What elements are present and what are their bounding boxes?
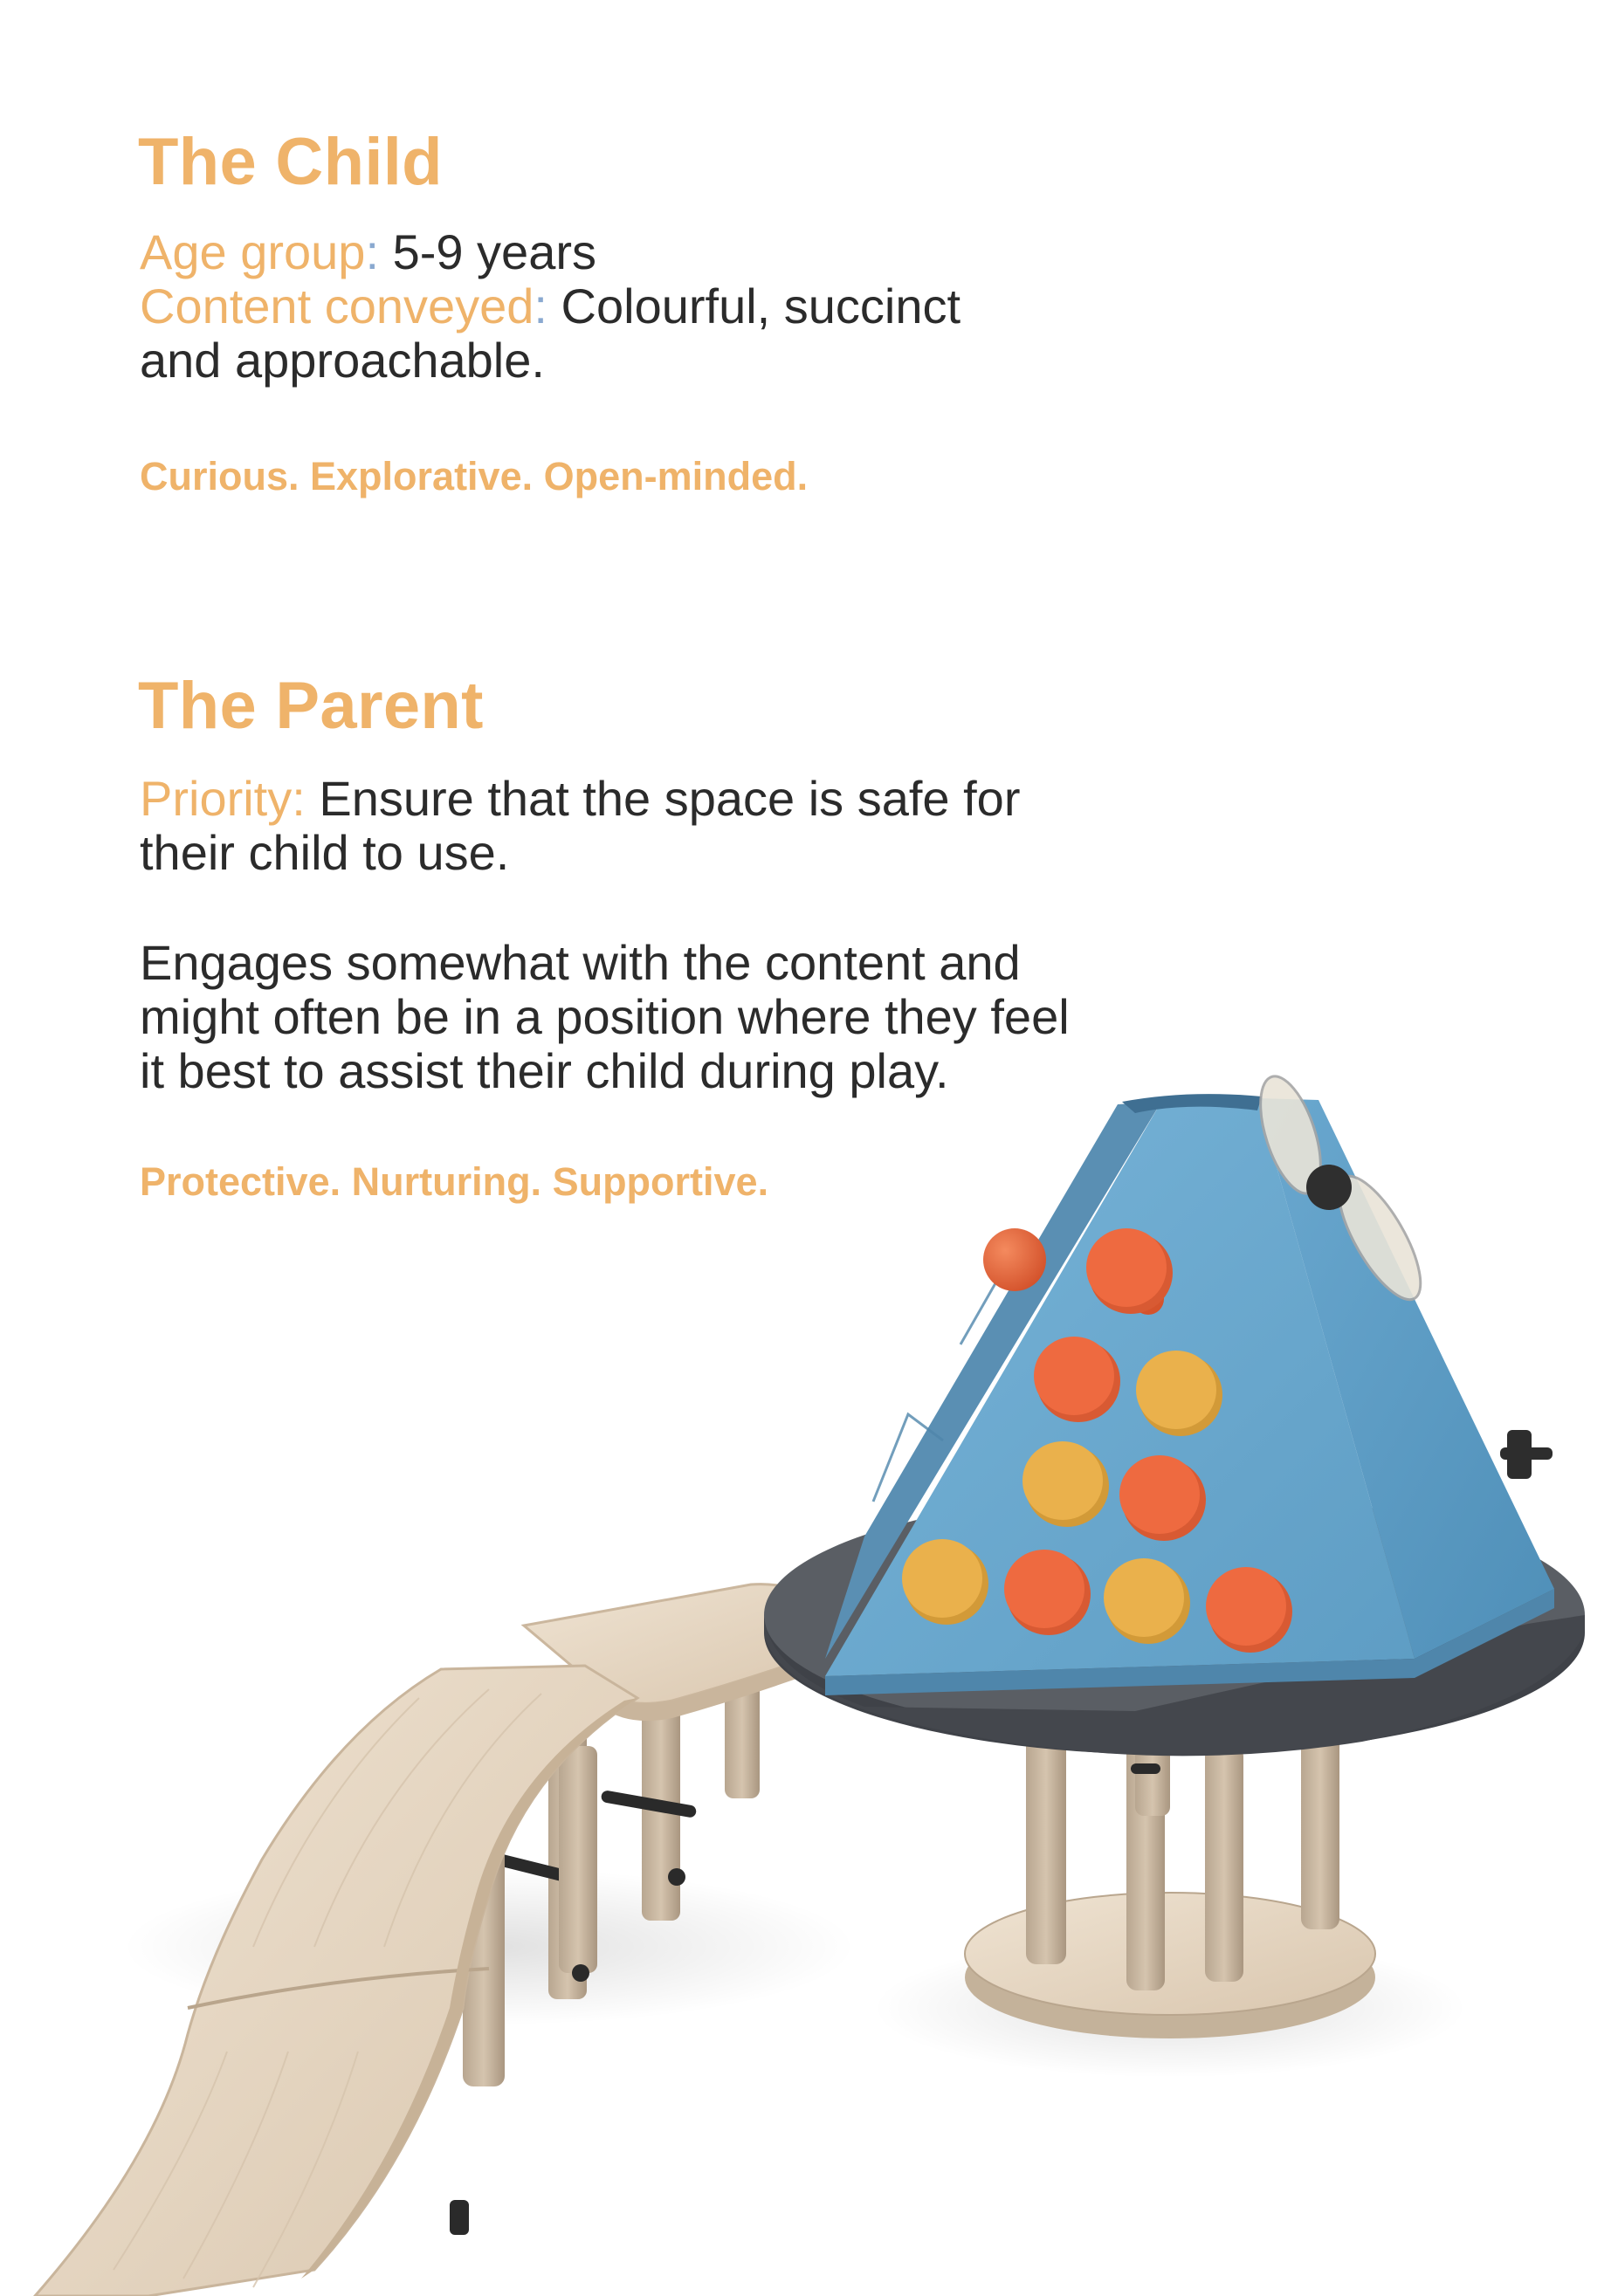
- content-label: Content conveyed: [140, 278, 534, 333]
- parent-engage-line-2: might often be in a position where they feel: [140, 989, 1070, 1044]
- parent-engage-line-3: it best to assist their child during play.: [140, 1043, 949, 1098]
- content-colon: :: [534, 278, 547, 333]
- parent-heading: The Parent: [138, 669, 484, 743]
- orange-ball: [983, 1228, 1046, 1291]
- priority-colon: :: [292, 771, 306, 826]
- age-colon: :: [365, 224, 379, 279]
- content-value: Colourful, succinct: [561, 278, 961, 333]
- priority-label: Priority: [140, 771, 293, 826]
- parent-engage-line-1: Engages somewhat with the content and: [140, 935, 1021, 990]
- parent-priority-line-2: their child to use.: [140, 825, 510, 880]
- child-heading: The Child: [138, 125, 443, 199]
- crank-knob: [1500, 1430, 1553, 1479]
- child-tagline: Curious. Explorative. Open-minded.: [140, 454, 809, 498]
- child-content-line-2: and approachable.: [140, 333, 545, 388]
- parent-tagline: Protective. Nurturing. Supportive.: [140, 1159, 769, 1204]
- age-label: Age group: [140, 224, 366, 279]
- age-value: 5-9 years: [392, 224, 596, 279]
- priority-value: Ensure that the space is safe for: [319, 771, 1021, 826]
